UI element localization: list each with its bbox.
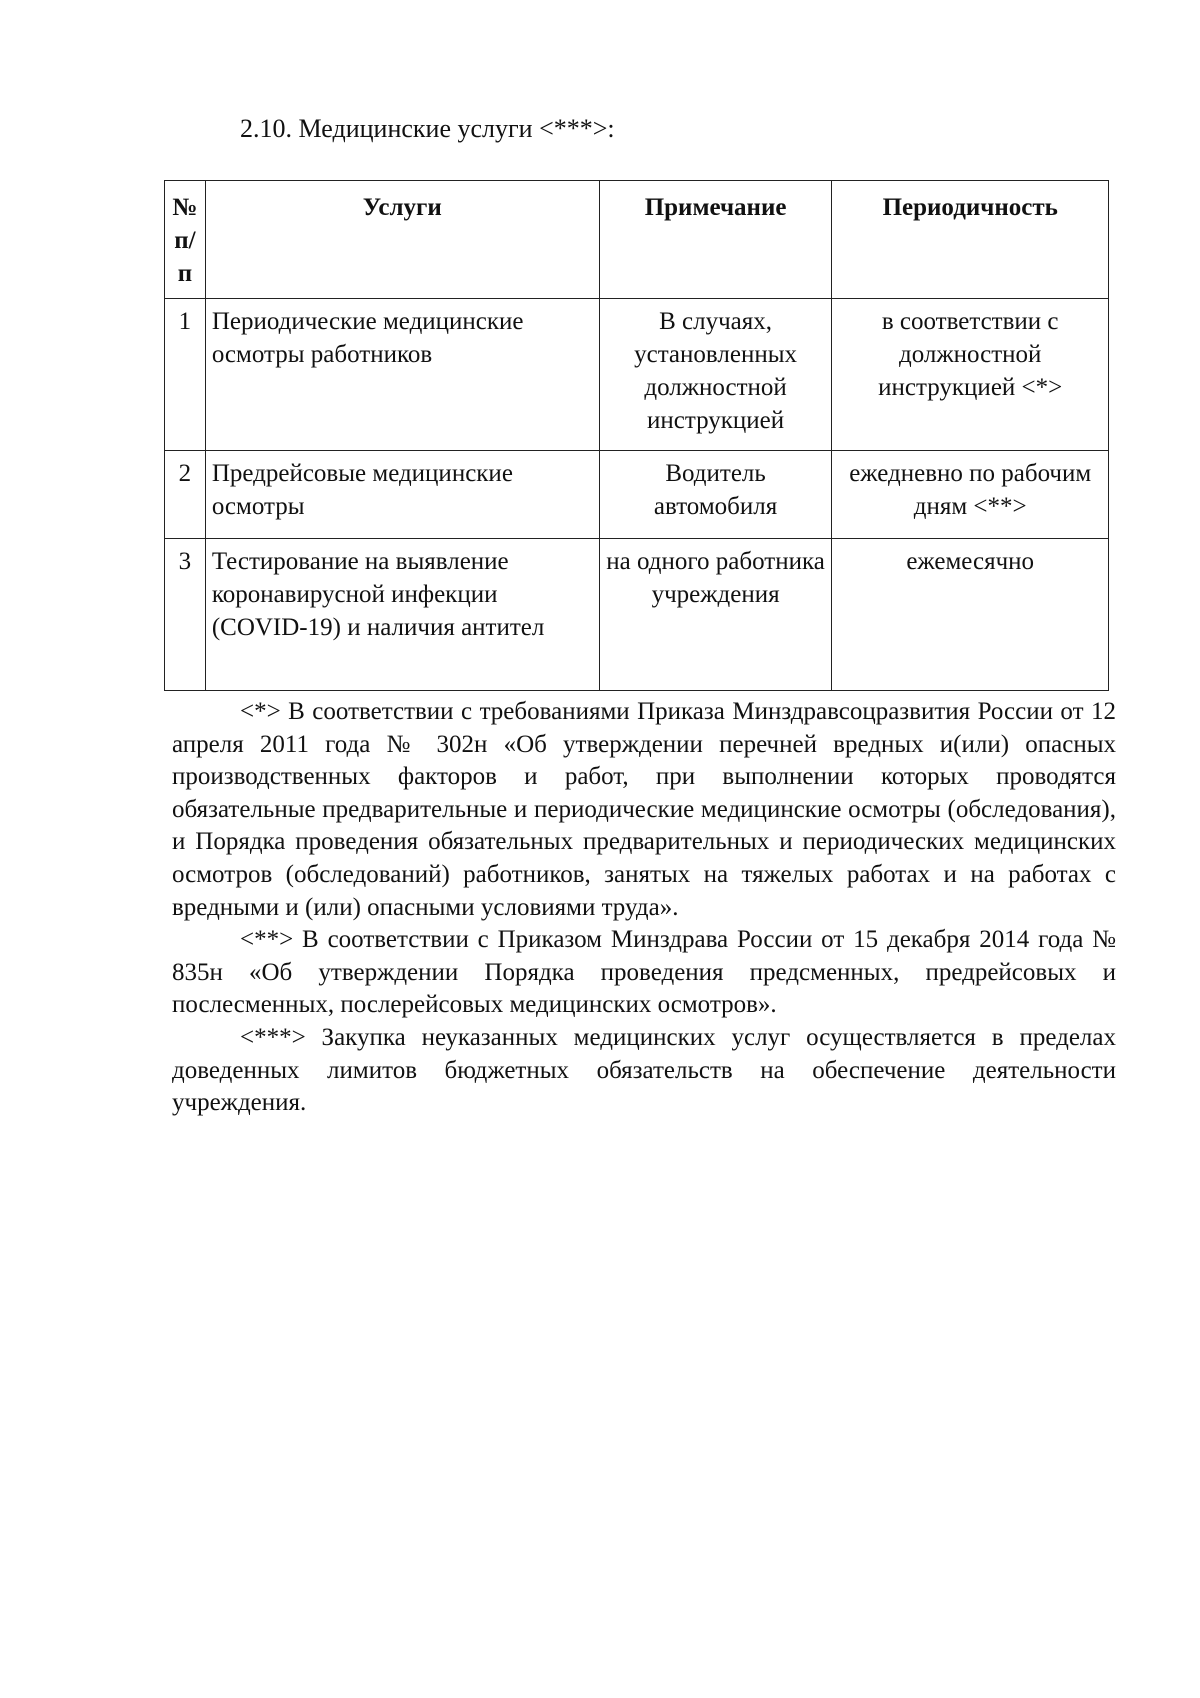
row-num: 1 — [165, 299, 206, 451]
medical-services-table — [164, 180, 1109, 691]
row-note: на одного работника учреждения — [599, 539, 832, 691]
row-service: Тестирование на выявление коронавирусной инфекции (COVID-19) и наличия антител — [205, 539, 599, 691]
row-service: Периодические медицинские осмотры работников — [205, 299, 599, 451]
header-periodicity: Периодичность — [832, 181, 1109, 299]
header-num: № п/п — [165, 181, 206, 299]
row-periodicity: ежедневно по рабочим дням <**> — [832, 451, 1109, 539]
footnotes — [172, 696, 1116, 1120]
footnote-1: <*> В соответствии с требованиями Приказа Минздравсоцразвития России от 12 апреля 2011 года № 302н «Об утверждении перечней вредных и(или) опасных производственных факторов и работ, при выполнении которых проводятся обязательные предварительные и периодические медицинские осмотры (обследования), и Порядка проведения обязательных предварительных и периодических медицинских осмотров (обследований) работников, занятых на тяжелых работах и на работах с вредными и (или) опасными условиями труда». — [172, 698, 1116, 921]
row-num: 3 — [165, 539, 206, 691]
section-title: 2.10. Медицинские услуги <***>: — [240, 114, 615, 143]
header-note: Примечание — [599, 181, 832, 299]
table-row — [165, 299, 1109, 451]
row-periodicity: в соответствии с должностной инструкцией <*> — [832, 299, 1109, 451]
header-service: Услуги — [205, 181, 599, 299]
row-note: Водитель автомобиля — [599, 451, 832, 539]
row-note: В случаях, установленных должностной инструкцией — [599, 299, 832, 451]
table-row — [165, 539, 1109, 691]
row-periodicity: ежемесячно — [832, 539, 1109, 691]
row-service: Предрейсовые медицинские осмотры — [205, 451, 599, 539]
table-row — [165, 451, 1109, 539]
table-header-row — [165, 181, 1109, 299]
footnote-3: <***> Закупка неуказанных медицинских услуг осуществляется в пределах доведенных лимитов бюджетных обязательств на обеспечение деятельности учреждения. — [172, 1023, 1116, 1117]
row-num: 2 — [165, 451, 206, 539]
footnote-2: <**> В соответствии с Приказом Минздрава России от 15 декабря 2014 года № 835н «Об утверждении Порядка проведения предсменных, предрейсовых и послесменных, послерейсовых медицинских осмотров». — [172, 926, 1116, 1019]
